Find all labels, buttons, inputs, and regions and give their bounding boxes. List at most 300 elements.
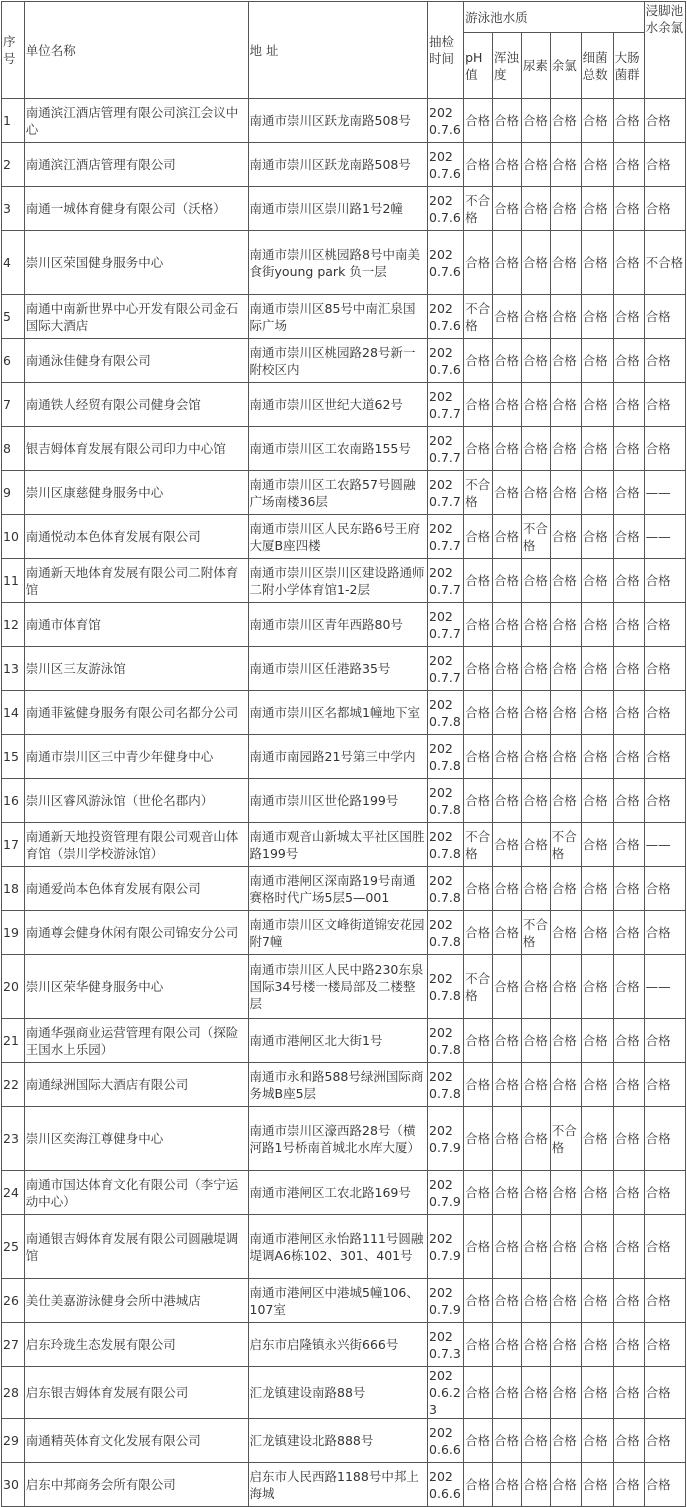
address: 南通市港闸区永怡路111号圆融堤调A6栋102、301、401号 <box>248 1215 427 1279</box>
table-row <box>2 1279 686 1323</box>
turbidity-result: 合格 <box>492 559 521 603</box>
address: 南通市港闸区北大街1号 <box>248 1019 427 1063</box>
turbidity-result: 合格 <box>492 823 521 867</box>
check-date: 2020.7.9 <box>428 1215 464 1279</box>
chlorine-result: 合格 <box>550 1063 581 1107</box>
foot-pool-result: 合格 <box>644 559 685 603</box>
table-row <box>2 99 686 143</box>
address: 汇龙镇建设南路88号 <box>248 1367 427 1419</box>
check-date: 2020.6.23 <box>428 1367 464 1419</box>
table-row <box>2 1463 686 1507</box>
bacteria-result: 合格 <box>581 1419 613 1463</box>
urea-result: 合格 <box>521 339 550 383</box>
foot-pool-result: 合格 <box>644 1419 685 1463</box>
ph-result: 不合格 <box>464 823 493 867</box>
bacteria-result: 合格 <box>581 383 613 427</box>
coliform-result: 合格 <box>613 1419 644 1463</box>
ph-result: 合格 <box>464 1419 493 1463</box>
header-bacteria: 细菌总数 <box>581 33 613 99</box>
row-no: 23 <box>2 1107 25 1171</box>
turbidity-result: 合格 <box>492 383 521 427</box>
check-date: 2020.7.8 <box>428 691 464 735</box>
turbidity-result: 合格 <box>492 99 521 143</box>
unit-name: 南通一城体育健身有限公司（沃格） <box>24 187 248 231</box>
header-coliform: 大肠菌群 <box>613 33 644 99</box>
chlorine-result: 合格 <box>550 911 581 955</box>
urea-result: 合格 <box>521 1063 550 1107</box>
urea-result: 不合格 <box>521 911 550 955</box>
unit-name: 南通悦动本色体育发展有限公司 <box>24 515 248 559</box>
check-date: 2020.7.6 <box>428 231 464 295</box>
ph-result: 不合格 <box>464 295 493 339</box>
foot-pool-result: 合格 <box>644 1323 685 1367</box>
row-no: 18 <box>2 867 25 911</box>
unit-name: 南通菲鲨健身服务有限公司名都分公司 <box>24 691 248 735</box>
urea-result: 合格 <box>521 231 550 295</box>
turbidity-result: 合格 <box>492 515 521 559</box>
table-row <box>2 779 686 823</box>
turbidity-result: 合格 <box>492 143 521 187</box>
unit-name: 崇川区睿风游泳馆（世伦名郡内） <box>24 779 248 823</box>
row-no: 22 <box>2 1063 25 1107</box>
urea-result: 合格 <box>521 1463 550 1507</box>
ph-result: 合格 <box>464 383 493 427</box>
coliform-result: 合格 <box>613 1463 644 1507</box>
ph-result: 合格 <box>464 1323 493 1367</box>
foot-pool-result: 合格 <box>644 647 685 691</box>
table-row <box>2 603 686 647</box>
coliform-result: 合格 <box>613 647 644 691</box>
table-row <box>2 955 686 1019</box>
foot-pool-result: 合格 <box>644 1279 685 1323</box>
foot-pool-result: 合格 <box>644 603 685 647</box>
turbidity-result: 合格 <box>492 427 521 471</box>
row-no: 16 <box>2 779 25 823</box>
unit-name: 南通泳佳健身有限公司 <box>24 339 248 383</box>
coliform-result: 合格 <box>613 339 644 383</box>
table-row <box>2 339 686 383</box>
check-date: 2020.7.7 <box>428 603 464 647</box>
check-date: 2020.7.6 <box>428 187 464 231</box>
urea-result: 合格 <box>521 1323 550 1367</box>
header-date: 抽检时间 <box>428 2 464 99</box>
header-no: 序号 <box>2 2 25 99</box>
foot-pool-result: 合格 <box>644 427 685 471</box>
ph-result: 合格 <box>464 99 493 143</box>
unit-name: 南通中南新世界中心开发有限公司金石国际大酒店 <box>24 295 248 339</box>
bacteria-result: 合格 <box>581 691 613 735</box>
ph-result: 合格 <box>464 1063 493 1107</box>
coliform-result: 合格 <box>613 911 644 955</box>
table-row <box>2 1107 686 1171</box>
bacteria-result: 合格 <box>581 1463 613 1507</box>
coliform-result: 合格 <box>613 1215 644 1279</box>
bacteria-result: 合格 <box>581 735 613 779</box>
unit-name: 南通新天地体育发展有限公司二附体育馆 <box>24 559 248 603</box>
chlorine-result: 合格 <box>550 559 581 603</box>
foot-pool-result: 合格 <box>644 99 685 143</box>
coliform-result: 合格 <box>613 471 644 515</box>
urea-result: 合格 <box>521 1279 550 1323</box>
bacteria-result: 合格 <box>581 955 613 1019</box>
foot-pool-result: 合格 <box>644 1463 685 1507</box>
address: 南通市崇川区工农南路155号 <box>248 427 427 471</box>
check-date: 2020.7.6 <box>428 99 464 143</box>
foot-pool-result: 合格 <box>644 735 685 779</box>
chlorine-result: 合格 <box>550 867 581 911</box>
inspection-table <box>1 1 686 1507</box>
urea-result: 合格 <box>521 647 550 691</box>
table-row <box>2 911 686 955</box>
address: 南通市崇川区桃园路28号新一附校区内 <box>248 339 427 383</box>
table-row <box>2 295 686 339</box>
row-no: 8 <box>2 427 25 471</box>
address: 南通市崇川区崇川路1号2幢 <box>248 187 427 231</box>
unit-name: 南通尊会健身休闲有限公司锦安分公司 <box>24 911 248 955</box>
unit-name: 南通市国达体育文化有限公司（李宁运动中心） <box>24 1171 248 1215</box>
urea-result: 合格 <box>521 823 550 867</box>
table-row <box>2 559 686 603</box>
foot-pool-result: 合格 <box>644 143 685 187</box>
bacteria-result: 合格 <box>581 867 613 911</box>
chlorine-result: 合格 <box>550 955 581 1019</box>
foot-pool-result: —— <box>644 515 685 559</box>
urea-result: 合格 <box>521 295 550 339</box>
urea-result: 合格 <box>521 1019 550 1063</box>
bacteria-result: 合格 <box>581 231 613 295</box>
row-no: 1 <box>2 99 25 143</box>
address: 南通市崇川区跃龙南路508号 <box>248 143 427 187</box>
bacteria-result: 合格 <box>581 339 613 383</box>
row-no: 9 <box>2 471 25 515</box>
ph-result: 不合格 <box>464 471 493 515</box>
check-date: 2020.7.9 <box>428 1279 464 1323</box>
turbidity-result: 合格 <box>492 1323 521 1367</box>
address: 南通市崇川区85号中南汇泉国际广场 <box>248 295 427 339</box>
bacteria-result: 合格 <box>581 1215 613 1279</box>
turbidity-result: 合格 <box>492 867 521 911</box>
ph-result: 不合格 <box>464 187 493 231</box>
bacteria-result: 合格 <box>581 427 613 471</box>
foot-pool-result: 合格 <box>644 339 685 383</box>
row-no: 6 <box>2 339 25 383</box>
table-row <box>2 1019 686 1063</box>
ph-result: 合格 <box>464 1279 493 1323</box>
coliform-result: 合格 <box>613 427 644 471</box>
table-row <box>2 471 686 515</box>
table-row <box>2 1323 686 1367</box>
bacteria-result: 合格 <box>581 1107 613 1171</box>
coliform-result: 合格 <box>613 1323 644 1367</box>
unit-name: 南通银吉姆体育发展有限公司圆融堤调馆 <box>24 1215 248 1279</box>
unit-name: 崇川区奕海江尊健身中心 <box>24 1107 248 1171</box>
unit-name: 南通市崇川区三中青少年健身中心 <box>24 735 248 779</box>
table-row <box>2 823 686 867</box>
unit-name: 南通绿洲国际大酒店有限公司 <box>24 1063 248 1107</box>
row-no: 11 <box>2 559 25 603</box>
ph-result: 合格 <box>464 867 493 911</box>
foot-pool-result: 合格 <box>644 867 685 911</box>
urea-result: 合格 <box>521 99 550 143</box>
bacteria-result: 合格 <box>581 295 613 339</box>
header-foot-pool: 浸脚池水余氯 <box>644 2 685 99</box>
turbidity-result: 合格 <box>492 603 521 647</box>
unit-name: 南通爱尚本色体育发展有限公司 <box>24 867 248 911</box>
table-row <box>2 383 686 427</box>
foot-pool-result: 合格 <box>644 911 685 955</box>
foot-pool-result: 合格 <box>644 691 685 735</box>
ph-result: 合格 <box>464 143 493 187</box>
address: 南通市崇川区文峰街道锦安花园附7幢 <box>248 911 427 955</box>
turbidity-result: 合格 <box>492 1171 521 1215</box>
coliform-result: 合格 <box>613 823 644 867</box>
row-no: 12 <box>2 603 25 647</box>
foot-pool-result: —— <box>644 471 685 515</box>
coliform-result: 合格 <box>613 1063 644 1107</box>
chlorine-result: 合格 <box>550 1279 581 1323</box>
coliform-result: 合格 <box>613 955 644 1019</box>
chlorine-result: 合格 <box>550 1323 581 1367</box>
row-no: 2 <box>2 143 25 187</box>
coliform-result: 合格 <box>613 779 644 823</box>
chlorine-result: 合格 <box>550 1463 581 1507</box>
header-name: 单位名称 <box>24 2 248 99</box>
header-address: 地 址 <box>248 2 427 99</box>
turbidity-result: 合格 <box>492 1279 521 1323</box>
table-row <box>2 231 686 295</box>
table-row <box>2 1063 686 1107</box>
bacteria-result: 合格 <box>581 1367 613 1419</box>
check-date: 2020.7.6 <box>428 339 464 383</box>
urea-result: 合格 <box>521 955 550 1019</box>
ph-result: 合格 <box>464 231 493 295</box>
row-no: 20 <box>2 955 25 1019</box>
coliform-result: 合格 <box>613 735 644 779</box>
chlorine-result: 合格 <box>550 427 581 471</box>
ph-result: 合格 <box>464 1463 493 1507</box>
bacteria-result: 合格 <box>581 559 613 603</box>
table-row <box>2 1419 686 1463</box>
unit-name: 南通滨江酒店管理有限公司滨江会议中心 <box>24 99 248 143</box>
check-date: 2020.7.7 <box>428 515 464 559</box>
urea-result: 合格 <box>521 471 550 515</box>
turbidity-result: 合格 <box>492 691 521 735</box>
header-water-quality: 游泳池水质 <box>464 2 645 33</box>
check-date: 2020.6.6 <box>428 1463 464 1507</box>
chlorine-result: 合格 <box>550 647 581 691</box>
ph-result: 合格 <box>464 603 493 647</box>
urea-result: 合格 <box>521 779 550 823</box>
table-row <box>2 143 686 187</box>
urea-result: 合格 <box>521 867 550 911</box>
coliform-result: 合格 <box>613 187 644 231</box>
foot-pool-result: 不合格 <box>644 231 685 295</box>
coliform-result: 合格 <box>613 867 644 911</box>
coliform-result: 合格 <box>613 1279 644 1323</box>
ph-result: 合格 <box>464 647 493 691</box>
unit-name: 启东中邦商务会所有限公司 <box>24 1463 248 1507</box>
turbidity-result: 合格 <box>492 1215 521 1279</box>
urea-result: 合格 <box>521 691 550 735</box>
bacteria-result: 合格 <box>581 1019 613 1063</box>
bacteria-result: 合格 <box>581 911 613 955</box>
row-no: 15 <box>2 735 25 779</box>
foot-pool-result: 合格 <box>644 295 685 339</box>
foot-pool-result: 合格 <box>644 1367 685 1419</box>
coliform-result: 合格 <box>613 1019 644 1063</box>
chlorine-result: 合格 <box>550 143 581 187</box>
unit-name: 南通铁人经贸有限公司健身会馆 <box>24 383 248 427</box>
check-date: 2020.7.7 <box>428 383 464 427</box>
address: 南通市崇川区世伦路199号 <box>248 779 427 823</box>
check-date: 2020.7.8 <box>428 735 464 779</box>
check-date: 2020.7.3 <box>428 1323 464 1367</box>
check-date: 2020.6.6 <box>428 1419 464 1463</box>
address: 南通市崇川区世纪大道62号 <box>248 383 427 427</box>
check-date: 2020.7.7 <box>428 647 464 691</box>
header-turbidity: 浑浊度 <box>492 33 521 99</box>
ph-result: 合格 <box>464 559 493 603</box>
chlorine-result: 合格 <box>550 691 581 735</box>
foot-pool-result: 合格 <box>644 1063 685 1107</box>
row-no: 17 <box>2 823 25 867</box>
row-no: 29 <box>2 1419 25 1463</box>
address: 南通市南园路21号第三中学内 <box>248 735 427 779</box>
coliform-result: 合格 <box>613 143 644 187</box>
table-row <box>2 1171 686 1215</box>
address: 南通市崇川区崇川区建设路通师二附小学体育馆1-2层 <box>248 559 427 603</box>
turbidity-result: 合格 <box>492 339 521 383</box>
chlorine-result: 合格 <box>550 779 581 823</box>
address: 南通市崇川区工农路57号圆融广场南楼36层 <box>248 471 427 515</box>
turbidity-result: 合格 <box>492 471 521 515</box>
bacteria-result: 合格 <box>581 779 613 823</box>
coliform-result: 合格 <box>613 1171 644 1215</box>
check-date: 2020.7.7 <box>428 471 464 515</box>
foot-pool-result: 合格 <box>644 1019 685 1063</box>
table-row <box>2 691 686 735</box>
turbidity-result: 合格 <box>492 735 521 779</box>
bacteria-result: 合格 <box>581 1323 613 1367</box>
unit-name: 南通华强商业运营管理有限公司（探险王国水上乐园） <box>24 1019 248 1063</box>
check-date: 2020.7.8 <box>428 779 464 823</box>
row-no: 10 <box>2 515 25 559</box>
unit-name: 南通精英体育文化发展有限公司 <box>24 1419 248 1463</box>
ph-result: 合格 <box>464 1107 493 1171</box>
chlorine-result: 合格 <box>550 1019 581 1063</box>
row-no: 28 <box>2 1367 25 1419</box>
row-no: 21 <box>2 1019 25 1063</box>
foot-pool-result: —— <box>644 823 685 867</box>
coliform-result: 合格 <box>613 691 644 735</box>
chlorine-result: 合格 <box>550 99 581 143</box>
row-no: 30 <box>2 1463 25 1507</box>
urea-result: 不合格 <box>521 515 550 559</box>
address: 南通市崇川区桃园路8号中南美食街young park 负一层 <box>248 231 427 295</box>
unit-name: 崇川区三友游泳馆 <box>24 647 248 691</box>
check-date: 2020.7.9 <box>428 1107 464 1171</box>
row-no: 7 <box>2 383 25 427</box>
coliform-result: 合格 <box>613 1107 644 1171</box>
turbidity-result: 合格 <box>492 647 521 691</box>
table-row <box>2 647 686 691</box>
chlorine-result: 不合格 <box>550 823 581 867</box>
turbidity-result: 合格 <box>492 1107 521 1171</box>
address: 南通市崇川区人民中路230东泉国际34号楼一楼局部及二楼整层 <box>248 955 427 1019</box>
chlorine-result: 合格 <box>550 187 581 231</box>
chlorine-result: 合格 <box>550 735 581 779</box>
chlorine-result: 合格 <box>550 295 581 339</box>
address: 南通市港闸区中港城5幢106、107室 <box>248 1279 427 1323</box>
urea-result: 合格 <box>521 1107 550 1171</box>
coliform-result: 合格 <box>613 99 644 143</box>
address: 启东市启隆镇永兴街666号 <box>248 1323 427 1367</box>
coliform-result: 合格 <box>613 383 644 427</box>
table-row <box>2 867 686 911</box>
unit-name: 南通滨江酒店管理有限公司 <box>24 143 248 187</box>
ph-result: 合格 <box>464 779 493 823</box>
chlorine-result: 合格 <box>550 603 581 647</box>
address: 南通市港闸区工农北路169号 <box>248 1171 427 1215</box>
table-row <box>2 1215 686 1279</box>
row-no: 24 <box>2 1171 25 1215</box>
header-residual-chlorine: 余氯 <box>550 33 581 99</box>
ph-result: 合格 <box>464 735 493 779</box>
urea-result: 合格 <box>521 1215 550 1279</box>
foot-pool-result: 合格 <box>644 1171 685 1215</box>
coliform-result: 合格 <box>613 1367 644 1419</box>
turbidity-result: 合格 <box>492 187 521 231</box>
table-row <box>2 515 686 559</box>
chlorine-result: 合格 <box>550 1367 581 1419</box>
address: 南通市港闸区深南路19号南通赛格时代广场5层5—001 <box>248 867 427 911</box>
unit-name: 美仕美嘉游泳健身会所中港城店 <box>24 1279 248 1323</box>
bacteria-result: 合格 <box>581 99 613 143</box>
coliform-result: 合格 <box>613 295 644 339</box>
turbidity-result: 合格 <box>492 779 521 823</box>
bacteria-result: 合格 <box>581 647 613 691</box>
chlorine-result: 合格 <box>550 339 581 383</box>
row-no: 19 <box>2 911 25 955</box>
address: 南通市崇川区名都城1幢地下室 <box>248 691 427 735</box>
turbidity-result: 合格 <box>492 1419 521 1463</box>
ph-result: 合格 <box>464 1171 493 1215</box>
ph-result: 合格 <box>464 1215 493 1279</box>
check-date: 2020.7.6 <box>428 295 464 339</box>
bacteria-result: 合格 <box>581 471 613 515</box>
turbidity-result: 合格 <box>492 1019 521 1063</box>
coliform-result: 合格 <box>613 559 644 603</box>
urea-result: 合格 <box>521 735 550 779</box>
check-date: 2020.7.8 <box>428 867 464 911</box>
address: 南通市崇川区青年西路80号 <box>248 603 427 647</box>
check-date: 2020.7.6 <box>428 143 464 187</box>
urea-result: 合格 <box>521 427 550 471</box>
turbidity-result: 合格 <box>492 955 521 1019</box>
table-header <box>2 2 686 99</box>
row-no: 26 <box>2 1279 25 1323</box>
address: 启东市人民西路1188号中邦上海城 <box>248 1463 427 1507</box>
check-date: 2020.7.8 <box>428 1019 464 1063</box>
bacteria-result: 合格 <box>581 515 613 559</box>
foot-pool-result: 合格 <box>644 779 685 823</box>
foot-pool-result: —— <box>644 955 685 1019</box>
urea-result: 合格 <box>521 1367 550 1419</box>
table-row <box>2 427 686 471</box>
row-no: 14 <box>2 691 25 735</box>
ph-result: 合格 <box>464 691 493 735</box>
chlorine-result: 合格 <box>550 231 581 295</box>
